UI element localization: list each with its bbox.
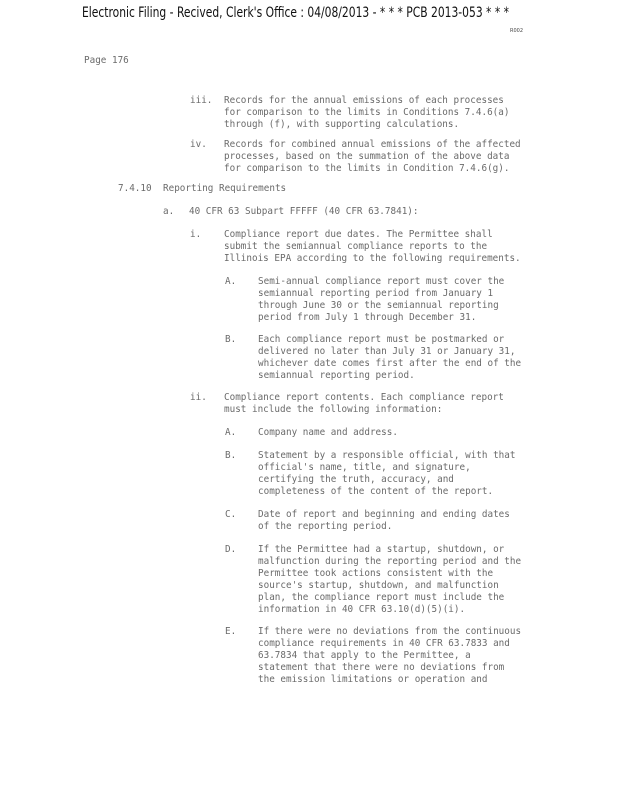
item-label: iv.: [190, 139, 207, 150]
filing-stamp: R002: [510, 28, 524, 34]
item-text: Statement by a responsible official, with that official's name, title, and signature, certifying the truth, accuracy, and completeness of the content of the report.: [258, 450, 516, 497]
item-text: Records for combined annual emissions of the affected processes, based on the summation of the above data for comparison to the limits in Condition 7.4.6(g).: [224, 139, 521, 174]
item-label: iii.: [190, 95, 213, 106]
item-label: A.: [225, 427, 237, 438]
item-text: If there were no deviations from the continuous compliance requirements in 40 CFR 63.7833 and 63.7834 that apply to the Permittee, a statement that there were no deviations from the emission limitations or operation and: [258, 626, 522, 685]
item-text: Compliance report contents. Each compliance report must include the following information:: [224, 392, 504, 415]
page-label: Page 176: [84, 55, 129, 66]
item-text: Company name and address.: [258, 427, 398, 438]
item-label: A.: [225, 276, 237, 287]
item-label: ii.: [190, 392, 207, 403]
item-label: B.: [225, 334, 237, 345]
section-heading: Reporting Requirements: [163, 183, 287, 194]
item-text: Semi-annual compliance report must cover the semiannual reporting period from January 1 through June 30 or the semiannual reporting period from July 1 through December 31.: [258, 276, 505, 323]
item-text: If the Permittee had a startup, shutdown, or malfunction during the reporting period and the Permittee took actions consistent with the source's startup, shutdown, and malfunction plan, the compliance report must include the information in 40 CFR 63.10(d)(5)(i).: [258, 544, 522, 615]
item-label: C.: [225, 509, 237, 520]
filing-header: Electronic Filing - Recived, Clerk's Office : 04/08/2013 - * * * PCB 2013-053 * * *: [82, 5, 509, 21]
section-number: 7.4.10: [118, 183, 152, 194]
item-text: Records for the annual emissions of each processes for comparison to the limits in Conditions 7.4.6(a) through (f), with supporting calculations.: [224, 95, 510, 130]
item-text: Date of report and beginning and ending dates of the reporting period.: [258, 509, 510, 532]
item-label: E.: [225, 626, 237, 637]
item-label: a.: [163, 206, 175, 217]
item-label: i.: [190, 229, 202, 240]
item-text: 40 CFR 63 Subpart FFFFF (40 CFR 63.7841):: [189, 206, 419, 217]
item-text: Compliance report due dates. The Permittee shall submit the semiannual compliance reports to the Illinois EPA according to the following requirements.: [224, 229, 521, 264]
item-label: D.: [225, 544, 237, 555]
item-text: Each compliance report must be postmarked or delivered no later than July 31 or January 31, whichever date comes first after the end of the semiannual reporting period.: [258, 334, 522, 381]
item-label: B.: [225, 450, 237, 461]
